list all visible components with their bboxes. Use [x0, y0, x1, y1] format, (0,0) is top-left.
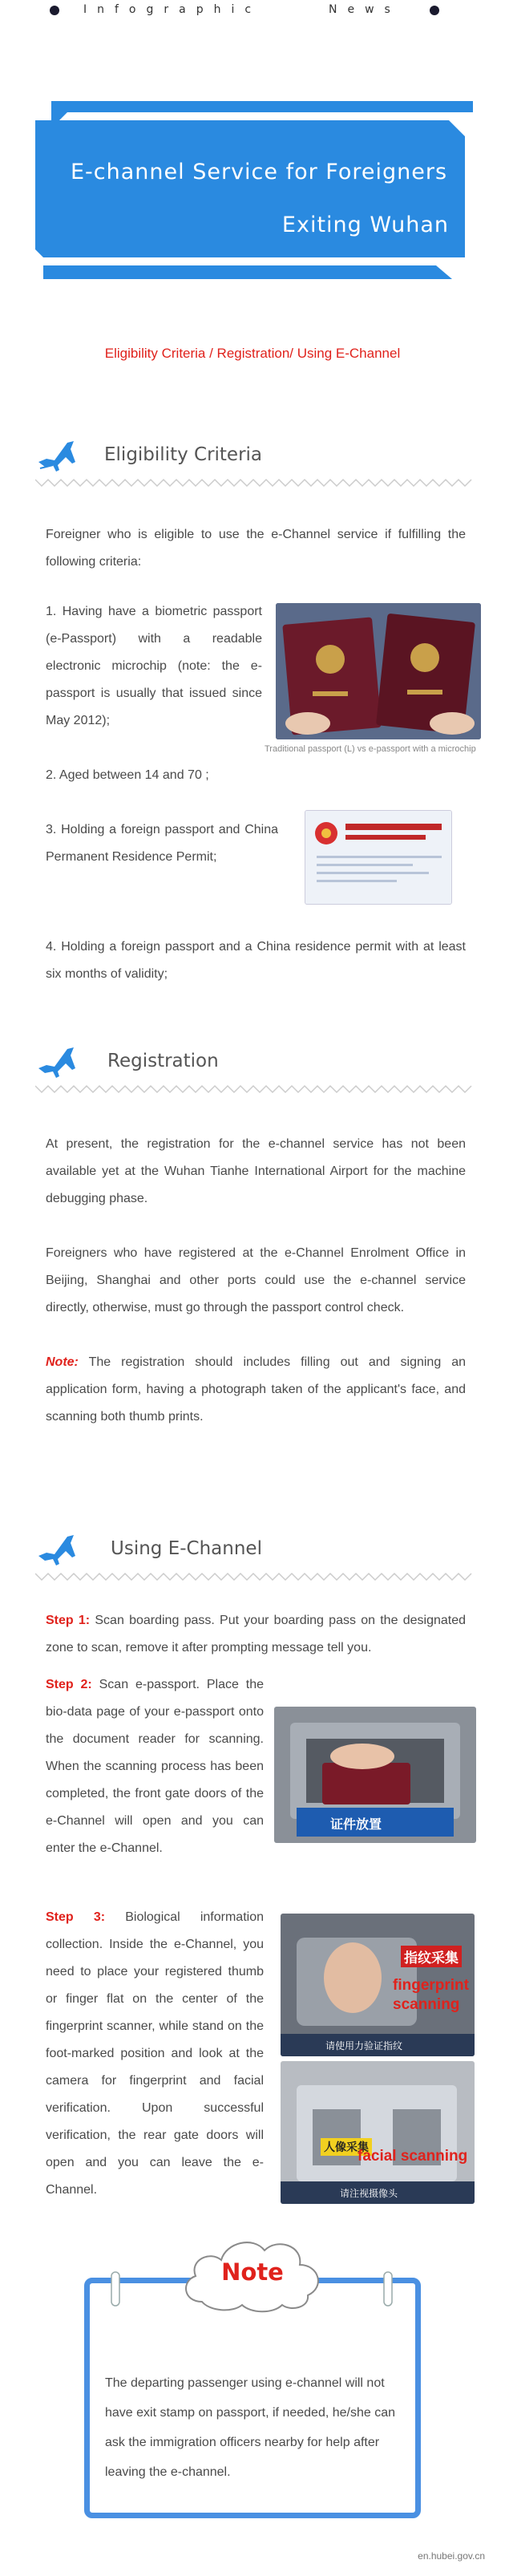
registration-note [46, 1349, 466, 1431]
step-2-text: Scan e-passport. Place the bio-data page of your e-passport onto the document reader for scanning. When the scanning process has been completed, the front gate doors of the e-Channel will open and you can enter the e-Channel. [46, 1678, 264, 1855]
step-1 [46, 1607, 466, 1662]
facial-label-en: facial scanning [358, 2148, 468, 2165]
fingerprint-scanner-photo [281, 1914, 475, 2056]
banner-title-line2: Exiting Wuhan [281, 213, 449, 237]
step-1-label: Step 1: [46, 1614, 91, 1627]
note-text: The registration should includes filling out and signing an application form, having a photograph taken of the applicant's face, and scanning both thumb prints. [46, 1355, 466, 1424]
eligibility-item-3: 3. Holding a foreign passport and China Permanent Residence Permit; [46, 823, 278, 864]
passport-comparison-photo [276, 603, 481, 739]
title-banner [35, 101, 473, 286]
note-body: The departing passenger using e-channel will not have exit stamp on passport, if needed, he/she can ask the immigration officers nearby for help after leaving the e-channel. [105, 2376, 396, 2479]
note-label: Note: [46, 1355, 79, 1369]
section-title-using: Using E-Channel [111, 1538, 262, 1559]
facial-scanner-photo [281, 2061, 475, 2204]
banner-shape [35, 101, 473, 286]
airplane-icon [35, 1527, 83, 1567]
scanner-overlay-text: 证件放置 [330, 1818, 382, 1832]
binder-clip-icon [111, 2271, 120, 2307]
banner-title-line1: E-channel Service for Foreigners [71, 160, 448, 184]
step-3 [46, 1904, 264, 2204]
section-header-registration [35, 1039, 473, 1104]
footer-source: en.hubei.gov.cn [418, 2550, 485, 2562]
eligibility-item-4: 4. Holding a foreign passport and a China residence permit with at least six months of validity; [46, 940, 466, 981]
section-title-eligibility: Eligibility Criteria [104, 444, 263, 465]
registration-paragraph-2: Foreigners who have registered at the e-Channel Enrolment Office in Beijing, Shanghai and other ports could use the e-channel service directly, otherwise, must go through the passport control check. [46, 1246, 466, 1314]
zigzag-divider [35, 1084, 473, 1094]
bullet-dot-icon [50, 6, 59, 15]
section-header-eligibility [35, 433, 473, 497]
facial-caption-cn: 请注视摄像头 [340, 2188, 398, 2199]
binder-clip-icon [383, 2271, 393, 2307]
registration-paragraph-1: At present, the registration for the e-channel service has not been available yet at the Wuhan Tianhe International Airport for the machine debugging phase. [46, 1137, 466, 1205]
step-1-text: Scan boarding pass. Put your boarding pass on the designated zone to scan, remove it after prompting message tell you. [46, 1614, 467, 1655]
passport-scanner-photo [274, 1707, 476, 1843]
section-title-registration: Registration [107, 1051, 219, 1071]
eligibility-item-1: 1. Having have a biometric passport (e-Passport) with a readable electronic microchip (note: the e-passport is usually that issued since May 2012); [46, 605, 262, 727]
eligibility-intro: Foreigner who is eligible to use the e-Channel service if fulfilling the following criteria: [46, 528, 466, 569]
section-header-using [35, 1527, 473, 1591]
note-title: Note [221, 2258, 284, 2286]
zigzag-divider [35, 478, 473, 488]
step-2 [46, 1671, 264, 1862]
zigzag-divider [35, 1572, 473, 1582]
residence-permit-card-photo [305, 810, 452, 905]
step-3-text: Biological information collection. Inside the e-Channel, you need to place your registered thumb or finger flat on the center of the fingerprint scanner, while stand on the foot-marked position and look at the camera for fingerprint and facial verification. Upon successful verification, the rear gate doors will open and you can leave the e-Channel. [46, 1910, 265, 2197]
fingerprint-label-cn: 指纹采集 [401, 1946, 462, 1967]
step-3-label: Step 3: [46, 1910, 106, 1924]
eligibility-item-2: 2. Aged between 14 and 70 ; [46, 768, 209, 782]
facial-label-cn: 人像采集 [321, 2138, 372, 2156]
step-2-label: Step 2: [46, 1678, 92, 1691]
passport-photo-caption: Traditional passport (L) vs e-passport with a microchip [265, 744, 476, 754]
bullet-dot-icon [430, 6, 439, 15]
header-label-infographic: Infographic [83, 3, 262, 16]
top-bar [0, 0, 505, 21]
fingerprint-label-en: fingerprint scanning [393, 1977, 469, 2013]
airplane-icon [35, 1039, 83, 1079]
fingerprint-caption-cn: 请使用力验证指纹 [325, 2040, 403, 2051]
header-label-news: News [329, 3, 401, 16]
breadcrumb: Eligibility Criteria / Registration/ Using E-Channel [104, 346, 401, 361]
airplane-icon [35, 433, 83, 473]
